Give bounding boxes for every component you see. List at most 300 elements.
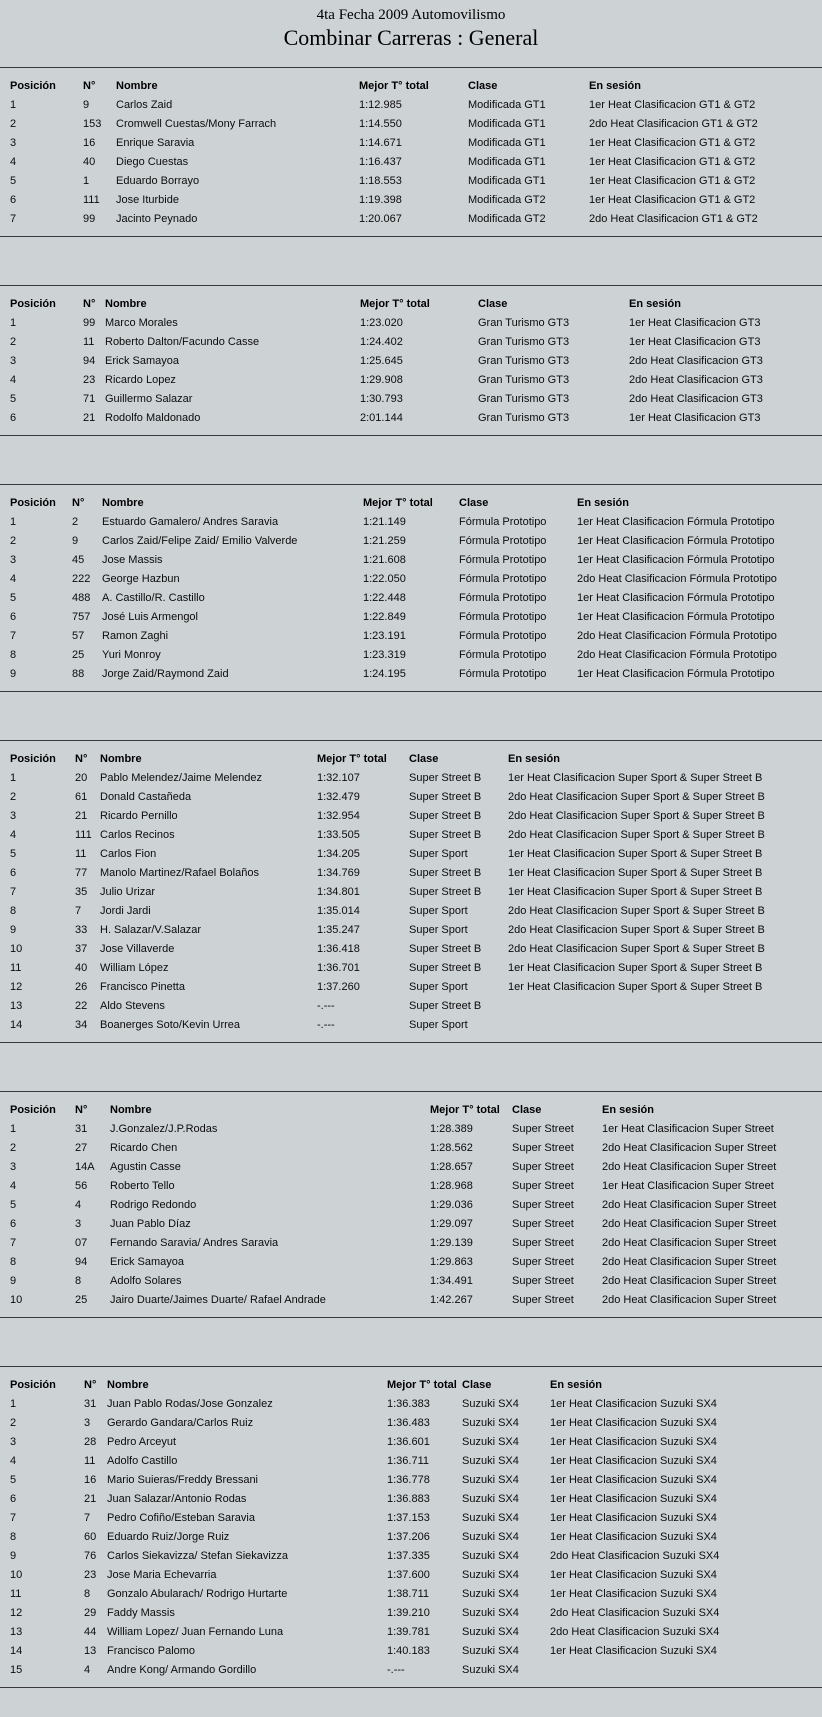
cell-clase: Super Sport — [409, 1018, 468, 1031]
cell-num: 16 — [83, 136, 96, 149]
cell-num: 22 — [75, 999, 88, 1012]
table-row — [10, 588, 822, 607]
cell-sesion: 2do Heat Clasificacion GT1 & GT2 — [589, 117, 758, 130]
table-row — [10, 531, 822, 550]
cell-nombre: Ricardo Chen — [110, 1141, 178, 1154]
cell-num: 23 — [84, 1568, 97, 1581]
cell-num: 21 — [83, 411, 96, 424]
cell-tiempo: 1:29.097 — [430, 1217, 473, 1230]
cell-sesion: 1er Heat Clasificacion Suzuki SX4 — [550, 1473, 717, 1486]
cell-num: 33 — [75, 923, 88, 936]
cell-pos: 1 — [10, 771, 17, 784]
cell-num: 94 — [75, 1255, 88, 1268]
cell-num: 8 — [84, 1587, 91, 1600]
cell-nombre: Gonzalo Abularach/ Rodrigo Hurtarte — [107, 1587, 288, 1600]
table-row — [10, 389, 822, 408]
cell-clase: Super Sport — [409, 980, 468, 993]
table-row — [10, 768, 822, 787]
column-header-nombre: Nombre — [116, 79, 158, 92]
column-header-clase: Clase — [468, 79, 498, 92]
cell-nombre: Andre Kong/ Armando Gordillo — [107, 1663, 257, 1676]
cell-sesion: 1er Heat Clasificacion GT1 & GT2 — [589, 174, 756, 187]
column-header-tiempo: Mejor T° total — [359, 79, 429, 92]
cell-sesion: 2do Heat Clasificacion GT3 — [629, 354, 763, 367]
cell-tiempo: 1:24.402 — [360, 335, 403, 348]
cell-tiempo: 1:37.153 — [387, 1511, 430, 1524]
column-header-tiempo: Mejor T° total — [317, 752, 387, 765]
cell-nombre: William López — [100, 961, 169, 974]
table-row — [10, 1527, 822, 1546]
cell-pos: 7 — [10, 885, 17, 898]
cell-num: 8 — [75, 1274, 82, 1287]
cell-nombre: Jose Iturbide — [116, 193, 179, 206]
table-row — [10, 1195, 822, 1214]
table-row — [10, 1508, 822, 1527]
column-header-sesion: En sesión — [577, 496, 629, 509]
table-row — [10, 977, 822, 996]
table-row — [10, 171, 822, 190]
column-header-nombre: Nombre — [107, 1378, 149, 1391]
cell-nombre: Carlos Fion — [100, 847, 157, 860]
cell-num: 34 — [75, 1018, 88, 1031]
cell-sesion: 1er Heat Clasificacion Super Sport & Super Street B — [508, 980, 763, 993]
cell-clase: Super Street B — [409, 999, 482, 1012]
cell-sesion: 1er Heat Clasificacion Suzuki SX4 — [550, 1435, 717, 1448]
cell-nombre: Gerardo Gandara/Carlos Ruiz — [107, 1416, 254, 1429]
cell-pos: 13 — [10, 1625, 23, 1638]
cell-nombre: Roberto Tello — [110, 1179, 175, 1192]
table-row — [10, 787, 822, 806]
cell-pos: 10 — [10, 1568, 23, 1581]
cell-nombre: Erick Samayoa — [105, 354, 179, 367]
column-header-nombre: Nombre — [105, 297, 147, 310]
cell-num: 25 — [75, 1293, 88, 1306]
cell-tiempo: 1:37.335 — [387, 1549, 430, 1562]
cell-sesion: 1er Heat Clasificacion Suzuki SX4 — [550, 1511, 717, 1524]
cell-nombre: Jairo Duarte/Jaimes Duarte/ Rafael Andrade — [110, 1293, 326, 1306]
table-row — [10, 152, 822, 171]
table-row — [10, 1138, 822, 1157]
cell-num: 40 — [75, 961, 88, 974]
cell-nombre: Francisco Palomo — [107, 1644, 196, 1657]
cell-tiempo: 1:36.701 — [317, 961, 360, 974]
cell-num: 28 — [84, 1435, 97, 1448]
table-row — [10, 844, 822, 863]
results-table-formula-prototipo — [0, 484, 822, 692]
results-table-suzuki-sx4 — [0, 1366, 822, 1688]
cell-num: 9 — [83, 98, 90, 111]
cell-num: 4 — [75, 1198, 82, 1211]
column-header-sesion: En sesión — [602, 1103, 654, 1116]
cell-pos: 11 — [10, 1587, 22, 1600]
cell-pos: 9 — [10, 667, 17, 680]
cell-pos: 4 — [10, 373, 17, 386]
cell-pos: 8 — [10, 648, 17, 661]
cell-tiempo: 1:12.985 — [359, 98, 402, 111]
cell-pos: 2 — [10, 1141, 17, 1154]
cell-nombre: Carlos Siekavizza/ Stefan Siekavizza — [107, 1549, 288, 1562]
cell-nombre: Juan Pablo Rodas/Jose Gonzalez — [107, 1397, 273, 1410]
cell-nombre: William Lopez/ Juan Fernando Luna — [107, 1625, 284, 1638]
cell-nombre: Donald Castañeda — [100, 790, 192, 803]
cell-clase: Super Sport — [409, 904, 468, 917]
table-row — [10, 920, 822, 939]
results-table-super-sport-street-b — [0, 740, 822, 1043]
cell-num: 26 — [75, 980, 88, 993]
cell-nombre: George Hazbun — [102, 572, 180, 585]
cell-sesion: 1er Heat Clasificacion Super Street — [602, 1179, 774, 1192]
cell-nombre: Rodrigo Redondo — [110, 1198, 197, 1211]
cell-pos: 2 — [10, 790, 17, 803]
cell-sesion: 1er Heat Clasificacion GT1 & GT2 — [589, 193, 756, 206]
table-row — [10, 1432, 822, 1451]
cell-nombre: Boanerges Soto/Kevin Urrea — [100, 1018, 241, 1031]
results-page — [0, 6, 822, 1688]
cell-sesion: 2do Heat Clasificacion Suzuki SX4 — [550, 1625, 720, 1638]
cell-nombre: Juan Pablo Díaz — [110, 1217, 191, 1230]
cell-nombre: Jordi Jardi — [100, 904, 151, 917]
cell-clase: Super Street B — [409, 885, 482, 898]
cell-pos: 10 — [10, 1293, 23, 1306]
column-header-num: N° — [75, 752, 88, 765]
cell-sesion: 1er Heat Clasificacion Fórmula Prototipo — [577, 610, 775, 623]
cell-clase: Fórmula Prototipo — [459, 591, 547, 604]
cell-sesion: 1er Heat Clasificacion Fórmula Prototipo — [577, 553, 775, 566]
cell-sesion: 1er Heat Clasificacion Suzuki SX4 — [550, 1492, 717, 1505]
cell-tiempo: 1:32.107 — [317, 771, 360, 784]
results-table-super-street — [0, 1091, 822, 1318]
cell-nombre: Cromwell Cuestas/Mony Farrach — [116, 117, 277, 130]
cell-num: 488 — [72, 591, 91, 604]
cell-clase: Suzuki SX4 — [462, 1397, 519, 1410]
cell-tiempo: 1:36.483 — [387, 1416, 430, 1429]
cell-nombre: Carlos Zaid/Felipe Zaid/ Emilio Valverde — [102, 534, 298, 547]
table-row — [10, 1451, 822, 1470]
cell-num: 37 — [75, 942, 88, 955]
cell-clase: Suzuki SX4 — [462, 1492, 519, 1505]
cell-tiempo: 1:37.260 — [317, 980, 360, 993]
cell-num: 14A — [75, 1160, 95, 1173]
cell-nombre: Fernando Saravia/ Andres Saravia — [110, 1236, 279, 1249]
cell-tiempo: 1:36.601 — [387, 1435, 430, 1448]
cell-num: 16 — [84, 1473, 97, 1486]
cell-clase: Fórmula Prototipo — [459, 610, 547, 623]
cell-nombre: Jose Villaverde — [100, 942, 175, 955]
cell-tiempo: -.--- — [317, 1018, 335, 1031]
cell-tiempo: 1:34.491 — [430, 1274, 473, 1287]
cell-num: 71 — [83, 392, 96, 405]
table-row — [10, 626, 822, 645]
table-header-row — [10, 294, 822, 313]
cell-num: 11 — [83, 335, 95, 348]
cell-tiempo: 1:18.553 — [359, 174, 402, 187]
cell-sesion: 2do Heat Clasificacion Fórmula Prototipo — [577, 572, 777, 585]
cell-pos: 5 — [10, 392, 17, 405]
cell-num: 88 — [72, 667, 85, 680]
cell-nombre: Carlos Zaid — [116, 98, 173, 111]
cell-sesion: 2do Heat Clasificacion Super Street — [602, 1293, 777, 1306]
cell-nombre: Ricardo Pernillo — [100, 809, 178, 822]
column-header-num: N° — [84, 1378, 97, 1391]
table-row — [10, 882, 822, 901]
table-row — [10, 607, 822, 626]
table-row — [10, 1119, 822, 1138]
cell-clase: Suzuki SX4 — [462, 1606, 519, 1619]
cell-clase: Super Street — [512, 1160, 574, 1173]
cell-num: 56 — [75, 1179, 88, 1192]
cell-nombre: H. Salazar/V.Salazar — [100, 923, 202, 936]
cell-clase: Gran Turismo GT3 — [478, 335, 570, 348]
cell-num: 25 — [72, 648, 85, 661]
cell-nombre: Adolfo Castillo — [107, 1454, 178, 1467]
cell-tiempo: 1:23.020 — [360, 316, 403, 329]
event-subtitle: 4ta Fecha 2009 Automovilismo — [316, 7, 506, 23]
cell-clase: Fórmula Prototipo — [459, 534, 547, 547]
cell-tiempo: 1:21.149 — [363, 515, 406, 528]
cell-sesion: 1er Heat Clasificacion Fórmula Prototipo — [577, 667, 775, 680]
cell-clase: Super Sport — [409, 847, 468, 860]
table-header-row — [10, 1100, 822, 1119]
results-table-gran-turismo-gt3 — [0, 285, 822, 436]
cell-tiempo: 1:38.711 — [387, 1587, 430, 1600]
cell-sesion: 2do Heat Clasificacion Super Street — [602, 1217, 777, 1230]
column-header-sesion: En sesión — [589, 79, 641, 92]
cell-clase: Suzuki SX4 — [462, 1625, 519, 1638]
cell-tiempo: 1:20.067 — [359, 212, 402, 225]
column-header-nombre: Nombre — [100, 752, 142, 765]
cell-nombre: Jose Massis — [102, 553, 163, 566]
cell-nombre: Faddy Massis — [107, 1606, 175, 1619]
cell-tiempo: 1:21.259 — [363, 534, 406, 547]
column-header-pos: Posición — [10, 297, 56, 310]
column-header-clase: Clase — [409, 752, 439, 765]
table-row — [10, 95, 822, 114]
cell-pos: 3 — [10, 1435, 17, 1448]
column-header-tiempo: Mejor T° total — [430, 1103, 500, 1116]
table-row — [10, 958, 822, 977]
cell-pos: 10 — [10, 942, 23, 955]
table-row — [10, 1565, 822, 1584]
cell-sesion: 1er Heat Clasificacion Super Street — [602, 1122, 774, 1135]
cell-tiempo: -.--- — [317, 999, 335, 1012]
column-header-tiempo: Mejor T° total — [360, 297, 430, 310]
cell-pos: 6 — [10, 411, 17, 424]
cell-tiempo: 1:29.036 — [430, 1198, 473, 1211]
cell-clase: Suzuki SX4 — [462, 1511, 519, 1524]
cell-clase: Fórmula Prototipo — [459, 553, 547, 566]
cell-sesion: 2do Heat Clasificacion Super Street — [602, 1141, 777, 1154]
cell-num: 35 — [75, 885, 88, 898]
cell-nombre: Jose Maria Echevarria — [107, 1568, 217, 1581]
cell-sesion: 1er Heat Clasificacion Suzuki SX4 — [550, 1454, 717, 1467]
cell-sesion: 1er Heat Clasificacion Super Sport & Super Street B — [508, 961, 763, 974]
cell-sesion: 1er Heat Clasificacion GT3 — [629, 316, 761, 329]
table-row — [10, 133, 822, 152]
cell-tiempo: 1:32.954 — [317, 809, 360, 822]
cell-nombre: Enrique Saravia — [116, 136, 195, 149]
cell-num: 45 — [72, 553, 85, 566]
cell-nombre: Ramon Zaghi — [102, 629, 169, 642]
cell-tiempo: 1:34.769 — [317, 866, 360, 879]
cell-num: 7 — [84, 1511, 91, 1524]
cell-clase: Suzuki SX4 — [462, 1587, 519, 1600]
cell-nombre: Agustin Casse — [110, 1160, 181, 1173]
cell-num: 23 — [83, 373, 96, 386]
table-row — [10, 114, 822, 133]
cell-tiempo: 1:29.908 — [360, 373, 403, 386]
cell-num: 27 — [75, 1141, 88, 1154]
cell-clase: Super Street B — [409, 809, 482, 822]
cell-nombre: Jacinto Peynado — [116, 212, 198, 225]
cell-sesion: 1er Heat Clasificacion GT3 — [629, 411, 761, 424]
column-header-num: N° — [72, 496, 85, 509]
cell-num: 222 — [72, 572, 91, 585]
cell-clase: Gran Turismo GT3 — [478, 373, 570, 386]
cell-clase: Gran Turismo GT3 — [478, 392, 570, 405]
cell-num: 94 — [83, 354, 96, 367]
table-header-row — [10, 749, 822, 768]
cell-nombre: Estuardo Gamalero/ Andres Saravia — [102, 515, 279, 528]
cell-tiempo: 1:16.437 — [359, 155, 402, 168]
cell-pos: 5 — [10, 1198, 17, 1211]
cell-sesion: 2do Heat Clasificacion Super Sport & Super Street B — [508, 809, 765, 822]
cell-pos: 1 — [10, 515, 17, 528]
cell-tiempo: 1:39.781 — [387, 1625, 430, 1638]
table-row — [10, 863, 822, 882]
cell-sesion: 1er Heat Clasificacion Super Sport & Super Street B — [508, 771, 763, 784]
cell-tiempo: 1:36.883 — [387, 1492, 430, 1505]
cell-sesion: 2do Heat Clasificacion Super Sport & Super Street B — [508, 942, 765, 955]
cell-clase: Suzuki SX4 — [462, 1435, 519, 1448]
column-header-clase: Clase — [459, 496, 489, 509]
cell-pos: 12 — [10, 980, 23, 993]
table-row — [10, 1214, 822, 1233]
cell-nombre: Guillermo Salazar — [105, 392, 193, 405]
table-row — [10, 408, 822, 427]
table-row — [10, 1271, 822, 1290]
cell-sesion: 1er Heat Clasificacion Super Sport & Super Street B — [508, 866, 763, 879]
cell-pos: 9 — [10, 923, 17, 936]
table-row — [10, 901, 822, 920]
cell-clase: Super Street — [512, 1255, 574, 1268]
cell-clase: Gran Turismo GT3 — [478, 316, 570, 329]
cell-num: 07 — [75, 1236, 88, 1249]
cell-num: 11 — [84, 1454, 96, 1467]
table-row — [10, 1394, 822, 1413]
cell-clase: Super Street — [512, 1293, 574, 1306]
cell-pos: 9 — [10, 1549, 17, 1562]
table-row — [10, 1641, 822, 1660]
cell-pos: 15 — [10, 1663, 23, 1676]
cell-pos: 7 — [10, 1236, 17, 1249]
cell-clase: Super Sport — [409, 923, 468, 936]
cell-tiempo: 1:28.657 — [430, 1160, 473, 1173]
cell-pos: 13 — [10, 999, 23, 1012]
cell-clase: Super Street — [512, 1198, 574, 1211]
cell-tiempo: 1:35.247 — [317, 923, 360, 936]
cell-tiempo: 1:14.671 — [359, 136, 402, 149]
title-block — [0, 6, 822, 51]
cell-tiempo: 1:37.600 — [387, 1568, 430, 1581]
cell-clase: Super Street — [512, 1179, 574, 1192]
cell-nombre: Rodolfo Maldonado — [105, 411, 201, 424]
column-header-pos: Posición — [10, 1378, 56, 1391]
cell-pos: 8 — [10, 904, 17, 917]
table-row — [10, 569, 822, 588]
cell-pos: 9 — [10, 1274, 17, 1287]
cell-tiempo: 1:39.210 — [387, 1606, 430, 1619]
cell-pos: 3 — [10, 553, 17, 566]
cell-sesion: 1er Heat Clasificacion Fórmula Prototipo — [577, 591, 775, 604]
cell-sesion: 2do Heat Clasificacion Super Street — [602, 1274, 777, 1287]
cell-clase: Modificada GT1 — [468, 98, 546, 111]
table-row — [10, 806, 822, 825]
cell-tiempo: 1:28.562 — [430, 1141, 473, 1154]
cell-num: 3 — [75, 1217, 82, 1230]
cell-num: 57 — [72, 629, 85, 642]
cell-sesion: 2do Heat Clasificacion Super Street — [602, 1255, 777, 1268]
cell-pos: 1 — [10, 1122, 17, 1135]
cell-clase: Super Street B — [409, 771, 482, 784]
cell-tiempo: 1:19.398 — [359, 193, 402, 206]
cell-pos: 3 — [10, 809, 17, 822]
cell-pos: 3 — [10, 136, 17, 149]
table-row — [10, 313, 822, 332]
cell-nombre: Francisco Pinetta — [100, 980, 185, 993]
cell-pos: 1 — [10, 1397, 17, 1410]
cell-clase: Super Street B — [409, 961, 482, 974]
cell-tiempo: 1:33.505 — [317, 828, 360, 841]
cell-clase: Super Street — [512, 1141, 574, 1154]
cell-clase: Fórmula Prototipo — [459, 629, 547, 642]
cell-num: 60 — [84, 1530, 97, 1543]
cell-clase: Suzuki SX4 — [462, 1568, 519, 1581]
cell-tiempo: 1:32.479 — [317, 790, 360, 803]
cell-clase: Super Street B — [409, 942, 482, 955]
cell-clase: Fórmula Prototipo — [459, 648, 547, 661]
cell-sesion: 2do Heat Clasificacion Super Sport & Super Street B — [508, 904, 765, 917]
cell-clase: Gran Turismo GT3 — [478, 411, 570, 424]
cell-nombre: Eduardo Borrayo — [116, 174, 200, 187]
table-row — [10, 1157, 822, 1176]
table-row — [10, 996, 822, 1015]
column-header-num: N° — [75, 1103, 88, 1116]
cell-sesion: 2do Heat Clasificacion Super Sport & Super Street B — [508, 790, 765, 803]
cell-tiempo: 1:34.205 — [317, 847, 360, 860]
table-row — [10, 190, 822, 209]
cell-num: 4 — [84, 1663, 91, 1676]
cell-nombre: Pedro Cofiño/Esteban Saravia — [107, 1511, 255, 1524]
cell-sesion: 1er Heat Clasificacion Suzuki SX4 — [550, 1416, 717, 1429]
cell-sesion: 2do Heat Clasificacion Suzuki SX4 — [550, 1606, 720, 1619]
cell-pos: 5 — [10, 1473, 17, 1486]
cell-pos: 8 — [10, 1530, 17, 1543]
table-row — [10, 550, 822, 569]
cell-num: 153 — [83, 117, 102, 130]
cell-num: 111 — [83, 193, 100, 206]
cell-pos: 6 — [10, 610, 17, 623]
cell-num: 13 — [84, 1644, 97, 1657]
cell-tiempo: 1:36.778 — [387, 1473, 430, 1486]
cell-num: 77 — [75, 866, 88, 879]
cell-tiempo: 1:29.863 — [430, 1255, 473, 1268]
results-table-modificada-gt1-gt2 — [0, 67, 822, 237]
cell-nombre: Pablo Melendez/Jaime Melendez — [100, 771, 263, 784]
cell-num: 99 — [83, 212, 96, 225]
cell-sesion: 2do Heat Clasificacion Suzuki SX4 — [550, 1549, 720, 1562]
column-header-clase: Clase — [512, 1103, 542, 1116]
cell-num: 3 — [84, 1416, 91, 1429]
